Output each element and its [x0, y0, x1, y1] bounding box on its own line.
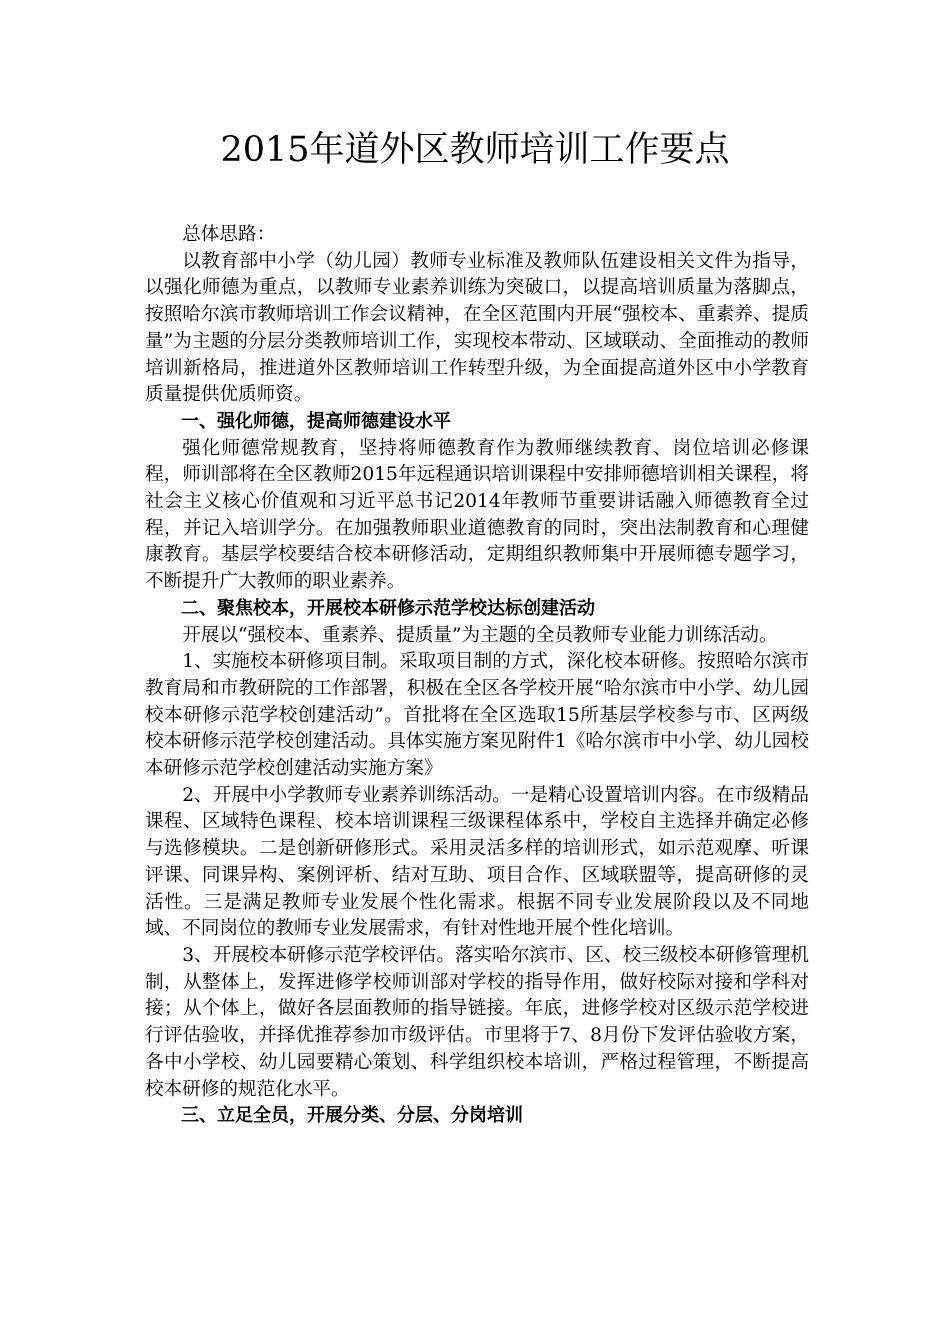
document-title: 2015年道外区教师培训工作要点 — [220, 130, 730, 170]
section-heading-1: 一、强化师德，提高师德建设水平 — [181, 410, 451, 432]
document-body — [145, 222, 809, 1130]
overview-label: 总体思路： — [182, 224, 276, 245]
overview-paragraph: 以教育部中小学（幼儿园）教师专业标准及教师队伍建设相关文件为指导，以强化师德为重点，以教师专业素养训练为突破口，以提高培训质量为落脚点，按照哈尔滨市教师培训工作会议精神，在全区范围内开展“强校本、重素养、提质量”为主题的分层分类教师培训工作，实现校本带动、区域联动、全面推动的教师培训新格局，推进道外区教师培训工作转型升级，为全面提高道外区中小学教育质量提供优质师资。 — [145, 250, 809, 406]
section-heading-2: 二、聚焦校本，开展校本研修示范学校达标创建活动 — [181, 597, 595, 619]
section-heading-3: 三、立足全员，开展分类、分层、分岗培训 — [181, 1105, 523, 1127]
section-2-item-3-paragraph: 3、开展校本研修示范学校评估。落实哈尔滨市、区、校三级校本研修管理机制，从整体上，发挥进修学校师训部对学校的指导作用，做好校际对接和学科对接；从个体上，做好各层面教师的指导链接。年底，进修学校对区级示范学校进行评估验收，并择优推荐参加市级评估。市里将于7、8月份下发评估验收方案，各中小学校、幼儿园要精心策划、科学组织校本培训，严格过程管理，不断提高校本研修的规范化水平。 — [145, 944, 809, 1100]
section-1-paragraph: 强化师德常规教育，坚持将师德教育作为教师继续教育、岗位培训必修课程，师训部将在全区教师2015年远程通识培训课程中安排师德培训相关课程，将社会主义核心价值观和习近平总书记2014年教师节重要讲话融入师德教育全过程，并记入培训学分。在加强教师职业道德教育的同时，突出法制教育和心理健康教育。基层学校要结合校本研修活动，定期组织教师集中开展师德专题学习，不断提升广大教师的职业素养。 — [145, 437, 809, 593]
section-2-item-1-paragraph: 1、实施校本研修项目制。采取项目制的方式，深化校本研修。按照哈尔滨市教育局和市教研院的工作部署，积极在全区各学校开展“哈尔滨市中小学、幼儿园校本研修示范学校创建活动”。首批将在全区选取15所基层学校参与市、区两级校本研修示范学校创建活动。具体实施方案见附件1《哈尔滨市中小学、幼儿园校本研修示范学校创建活动实施方案》 — [145, 651, 809, 780]
section-2-item-2-paragraph: 2、开展中小学教师专业素养训练活动。一是精心设置培训内容。在市级精品课程、区域特色课程、校本培训课程三级课程体系中，学校自主选择并确定必修与选修模块。二是创新研修形式。采用灵活多样的培训形式，如示范观摩、听课评课、同课异构、案例评析、结对互助、项目合作、区域联盟等，提高研修的灵活性。三是满足教师专业发展个性化需求。根据不同专业发展阶段以及不同地域、不同岗位的教师专业发展需求，有针对性地开展个性化培训。 — [145, 784, 809, 940]
section-2-intro-paragraph: 开展以“强校本、重素养、提质量”为主题的全员教师专业能力训练活动。 — [182, 624, 778, 646]
